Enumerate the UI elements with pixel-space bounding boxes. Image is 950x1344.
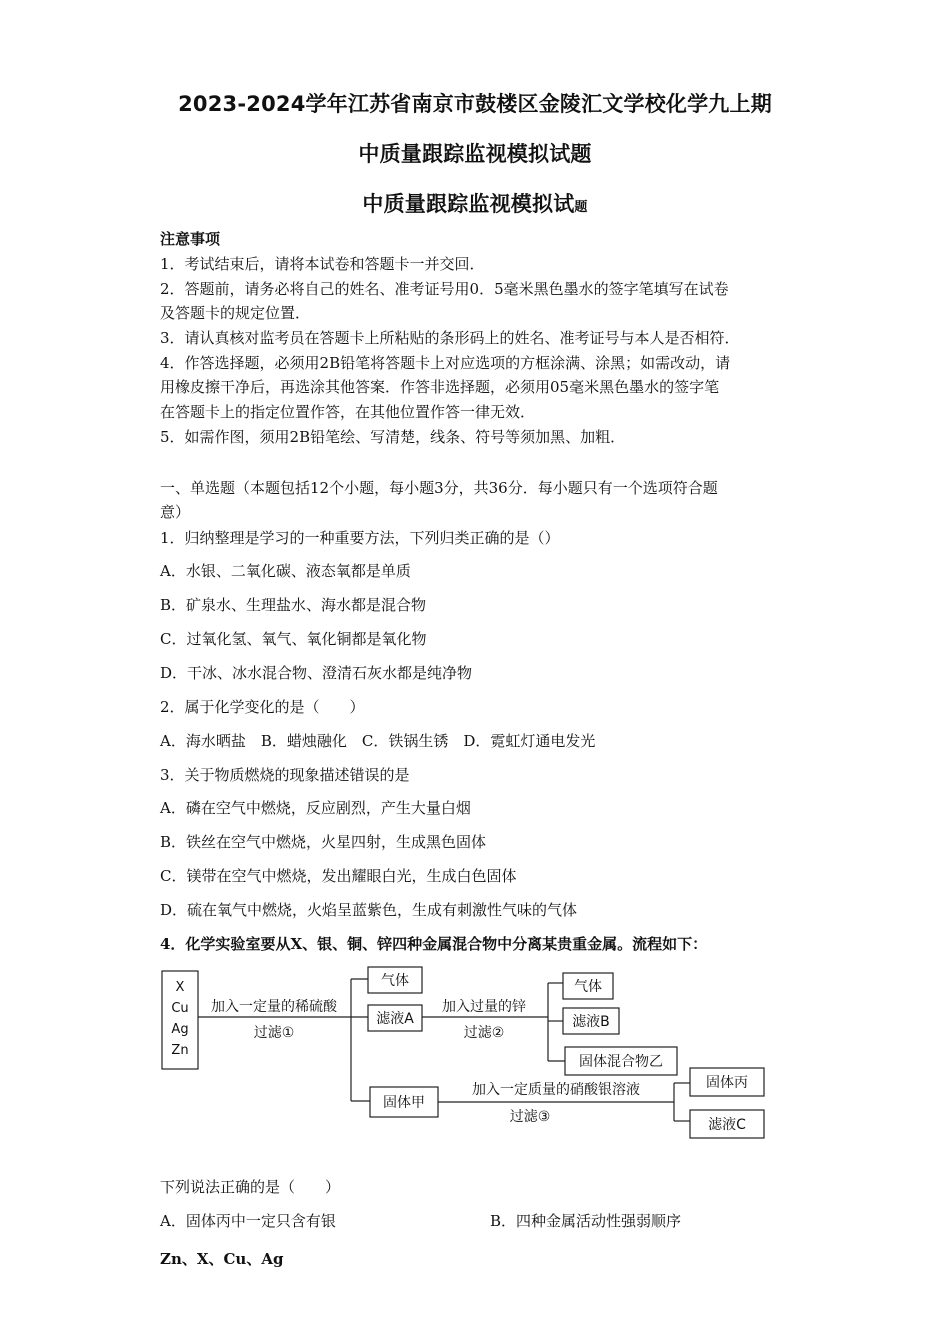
question-3-stem: 3．关于物质燃烧的现象描述错误的是 [160,766,410,784]
question-1-option-b: B．矿泉水、生理盐水、海水都是混合物 [160,596,427,614]
notice-line: 2．答题前，请务必将自己的姓名、准考证号用0．5毫米黑色墨水的签字笔填写在试卷 [160,280,729,298]
step-3-reagent: 加入一定质量的硝酸银溶液 [472,1082,640,1098]
solid-a-label: 固体甲 [383,1095,425,1111]
question-3-option-c: C．镁带在空气中燃烧，发出耀眼白光，生成白色固体 [160,867,517,885]
gas-1-label: 气体 [381,973,409,989]
notice-heading: 注意事项 [160,230,221,248]
question-3-option-d: D．硫在氧气中燃烧，火焰呈蓝紫色，生成有刺激性气味的气体 [160,901,578,919]
question-4-option-b: B．四种金属活动性强弱顺序 [490,1212,682,1230]
question-2-options: A．海水晒盐 B．蜡烛融化 C．铁锅生锈 D．霓虹灯通电发光 [160,732,596,750]
start-item-ag: Ag [171,1022,189,1037]
title-line-2: 中质量跟踪监视模拟试题 [358,142,592,166]
question-2-stem: 2．属于化学变化的是（ ） [160,698,365,716]
step-1-filter: 过滤① [253,1025,295,1041]
solid-c-label: 固体丙 [706,1075,748,1091]
question-1-option-d: D．干冰、冰水混合物、澄清石灰水都是纯净物 [160,664,473,682]
notice-line: 3．请认真核对监考员在答题卡上所粘贴的条形码上的姓名、准考证号与本人是否相符． [160,329,740,347]
section-1-heading: 一、单选题（本题包括12个小题，每小题3分，共36分．每小题只有一个选项符合题 [160,479,718,497]
start-item-x: X [175,980,185,995]
step-3-filter: 过滤③ [509,1109,551,1125]
title-line-3 [0,188,950,218]
start-item-zn: Zn [171,1043,189,1058]
title-line-1: 2023-2024学年江苏省南京市鼓楼区金陵汇文学校化学九上期 [178,92,772,116]
question-1-stem: 1．归纳整理是学习的一种重要方法，下列归类正确的是（） [160,529,560,547]
notice-line: 1．考试结束后，请将本试卷和答题卡一并交回． [160,255,485,273]
section-1-heading-cont: 意） [160,503,191,521]
filtrate-c-label: 滤液C [708,1117,746,1133]
question-4-stem: 4．化学实验室要从X、银、铜、锌四种金属混合物中分离某贵重金属。流程如下： [160,935,708,953]
notice-line: 用橡皮擦干净后，再选涂其他答案．作答非选择题，必须用05毫米黑色墨水的签字笔 [160,378,720,396]
step-2-filter: 过滤② [463,1025,505,1041]
question-3-option-b: B．铁丝在空气中燃烧，火星四射，生成黑色固体 [160,833,487,851]
notice-line: 及答题卡的规定位置． [160,304,311,322]
solid-mixture-b-label: 固体混合物乙 [579,1054,663,1070]
notice-line: 4．作答选择题，必须用2B铅笔将答题卡上对应选项的方框涂满、涂黑；如需改动，请 [160,354,731,372]
question-3-option-a: A．磷在空气中燃烧，反应剧烈，产生大量白烟 [160,799,471,817]
notice-line: 5．如需作图，须用2B铅笔绘、写清楚，线条、符号等须加黑、加粗． [160,428,626,446]
title-line-3-small: 题 [574,200,588,215]
question-1-option-c: C．过氧化氢、氧气、氧化铜都是氧化物 [160,630,427,648]
question-4-option-a: A．固体丙中一定只含有银 [160,1212,336,1230]
question-1-option-a: A．水银、二氧化碳、液态氧都是单质 [160,562,411,580]
question-4-option-b-cont: Zn、X、Cu、Ag [160,1250,284,1268]
question-4-prompt: 下列说法正确的是（ ） [160,1178,341,1196]
gas-2-label: 气体 [574,979,602,995]
filtrate-b-label: 滤液B [572,1014,610,1030]
step-1-reagent: 加入一定量的稀硫酸 [211,999,337,1015]
filtrate-a-label: 滤液A [376,1011,414,1027]
title-line-3-main: 中质量跟踪监视模拟试 [362,192,575,216]
step-2-reagent: 加入过量的锌 [442,999,526,1015]
separation-flowchart [158,965,778,1145]
notice-line: 在答题卡上的指定位置作答，在其他位置作答一律无效． [160,403,536,421]
start-item-cu: Cu [171,1001,189,1016]
